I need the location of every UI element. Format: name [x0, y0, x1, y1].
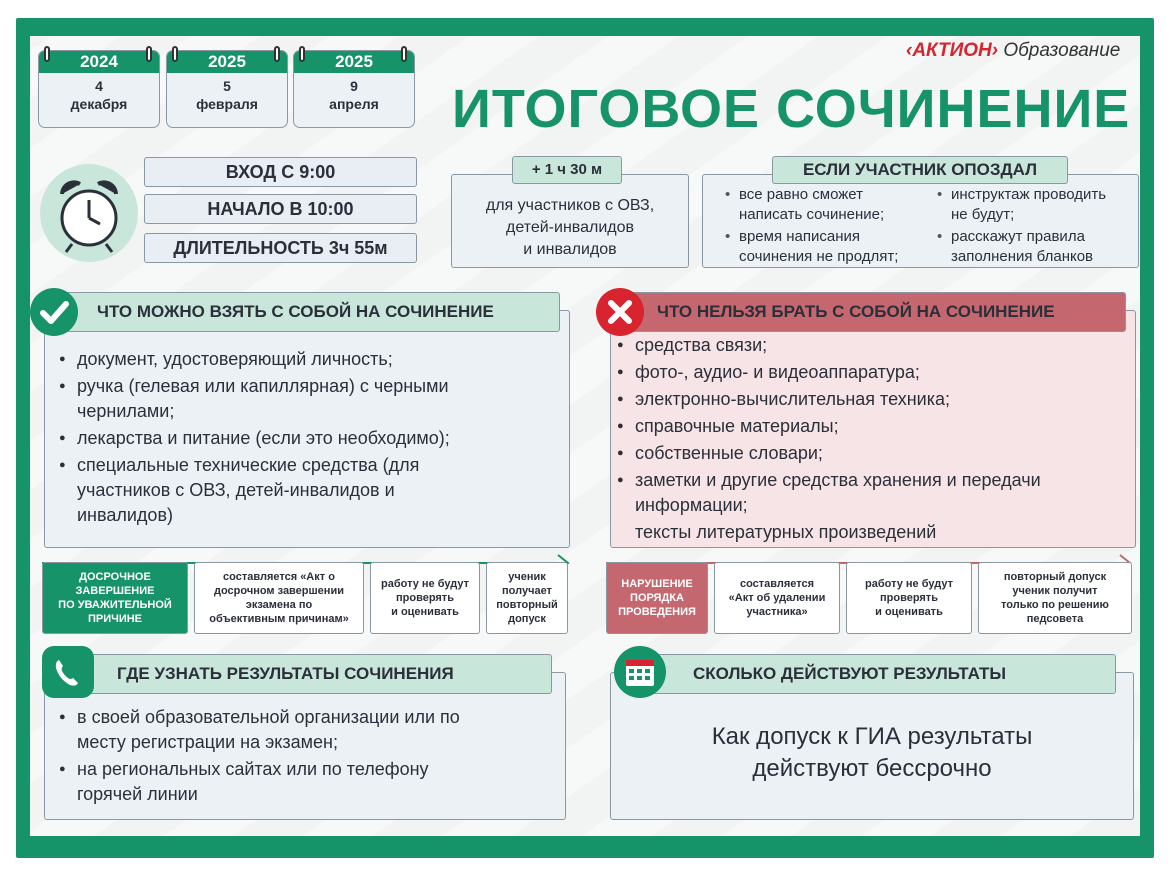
late-line: сочинения не продлят; [739, 248, 899, 265]
validity-line: действуют бессрочно [752, 755, 992, 782]
list-item: тексты литературных произведений [635, 522, 937, 542]
duration: ДЛИТЕЛЬНОСТЬ 3ч 55м [144, 233, 417, 263]
calendar-ring-icon [401, 46, 407, 62]
flow-step: составляется «Акт об удалении участника» [714, 562, 840, 634]
forbidden-title: ЧТО НЕЛЬЗЯ БРАТЬ С СОБОЙ НА СОЧИНЕНИЕ [626, 292, 1126, 332]
entry-time: ВХОД С 9:00 [144, 157, 417, 187]
late-item [725, 227, 898, 267]
cross-icon [596, 288, 644, 336]
flow-step: работу не будут проверять и оценивать [370, 562, 480, 634]
logo-text: Образование [1003, 40, 1121, 61]
early-finish-box: ДОСРОЧНОЕ ЗАВЕРШЕНИЕ ПО УВАЖИТЕЛЬНОЙ ПРИЧИНЕ [42, 562, 188, 634]
extra-time-line: для участников с ОВЗ, [485, 197, 655, 214]
list-item: ● заметки и другие средства хранения и передачи информации; [617, 468, 1121, 518]
calendar-ring-icon [172, 46, 178, 62]
list-item: ● справочные материалы; [617, 414, 1121, 439]
calendar-year: 2024 [39, 51, 159, 73]
calendar-ring-icon [44, 46, 50, 62]
checkmark-icon [30, 288, 78, 336]
late-line: • инструктаж проводить [951, 186, 1107, 203]
list-item: ● электронно-вычислительная техника; [617, 387, 1121, 412]
late-item [725, 185, 884, 225]
late-title: ЕСЛИ УЧАСТНИК ОПОЗДАЛ [772, 156, 1068, 184]
validity-box [610, 672, 1134, 820]
list-item: ● специальные технические средства (для участников с ОВЗ, детей-инвалидов и инвалидов) [59, 453, 555, 528]
list-item: ● фото-, аудио- и видеоаппаратура; [617, 360, 1121, 385]
start-time: НАЧАЛО В 10:00 [144, 194, 417, 224]
extra-time-box [451, 174, 689, 268]
list-item: ● лекарства и питание (если это необходимо); [59, 426, 555, 451]
calendar-day: 5 [223, 78, 231, 94]
late-line: написать сочинение; [739, 206, 885, 223]
calendar-ring-icon [146, 46, 152, 62]
late-box [702, 174, 1139, 268]
validity-line: Как допуск к ГИА результаты [711, 723, 1033, 750]
list-item: ● собственные словари; [617, 441, 1121, 466]
list-item: ● документ, удостоверяющий личность; [59, 347, 555, 372]
results-title: ГДЕ УЗНАТЬ РЕЗУЛЬТАТЫ СОЧИНЕНИЯ [76, 654, 552, 694]
calendar-card [38, 50, 160, 128]
calendar-year: 2025 [167, 51, 287, 73]
phone-icon [42, 646, 94, 698]
list-item: ● в своей образовательной организации или по месту регистрации на экзамен; [59, 705, 551, 755]
extra-time-line: детей-инвалидов [505, 219, 634, 236]
calendar-day: 9 [350, 78, 358, 94]
page-title: ИТОГОВОЕ СОЧИНЕНИЕ [452, 79, 1131, 139]
calendar-month: апреля [329, 96, 379, 112]
flow-step: ученик получает повторный допуск [486, 562, 568, 634]
late-item [937, 227, 1093, 267]
violation-box: НАРУШЕНИЕ ПОРЯДКА ПРОВЕДЕНИЯ [606, 562, 708, 634]
late-line: • время написания [739, 228, 861, 245]
clock-badge [40, 164, 138, 262]
results-box [44, 672, 566, 820]
calendar-day: 4 [95, 78, 103, 94]
list-item: ● средства связи; [617, 333, 1121, 358]
allowed-box [44, 310, 570, 548]
validity-title: СКОЛЬКО ДЕЙСТВУЮТ РЕЗУЛЬТАТЫ [648, 654, 1116, 694]
aktion-logo [906, 40, 1120, 62]
calendar-card [166, 50, 288, 128]
list-item: ● ручка (гелевая или капиллярная) с черными чернилами; [59, 374, 555, 424]
list-item: ● на региональных сайтах или по телефону горячей линии [59, 757, 551, 807]
late-item [937, 185, 1106, 225]
results-list [59, 705, 551, 807]
logo-mark: ‹АКТИОН› [906, 40, 999, 61]
flow-step: работу не будут проверять и оценивать [846, 562, 972, 634]
alarm-clock-icon [40, 164, 138, 262]
calendar-year: 2025 [294, 51, 414, 73]
forbidden-list [617, 333, 1121, 545]
extra-time-badge: + 1 ч 30 м [512, 156, 622, 184]
late-line: • расскажут правила [951, 228, 1085, 245]
allowed-list [59, 347, 555, 528]
calendar-month: декабря [70, 96, 128, 112]
calendar-ring-icon [274, 46, 280, 62]
flow-step: составляется «Акт о досрочном завершении экзамена по объективным причинам» [194, 562, 364, 634]
late-line: • все равно сможет [739, 186, 863, 203]
calendar-icon [614, 646, 666, 698]
allowed-title: ЧТО МОЖНО ВЗЯТЬ С СОБОЙ НА СОЧИНЕНИЕ [60, 292, 560, 332]
extra-time-line: и инвалидов [523, 241, 617, 258]
late-line: не будут; [951, 206, 1015, 223]
calendar-card [293, 50, 415, 128]
calendar-month: февраля [196, 96, 258, 112]
flow-step: повторный допуск ученик получит только по решению педсовета [978, 562, 1132, 634]
late-line: заполнения бланков [951, 248, 1094, 265]
calendar-ring-icon [299, 46, 305, 62]
forbidden-box [610, 310, 1136, 548]
